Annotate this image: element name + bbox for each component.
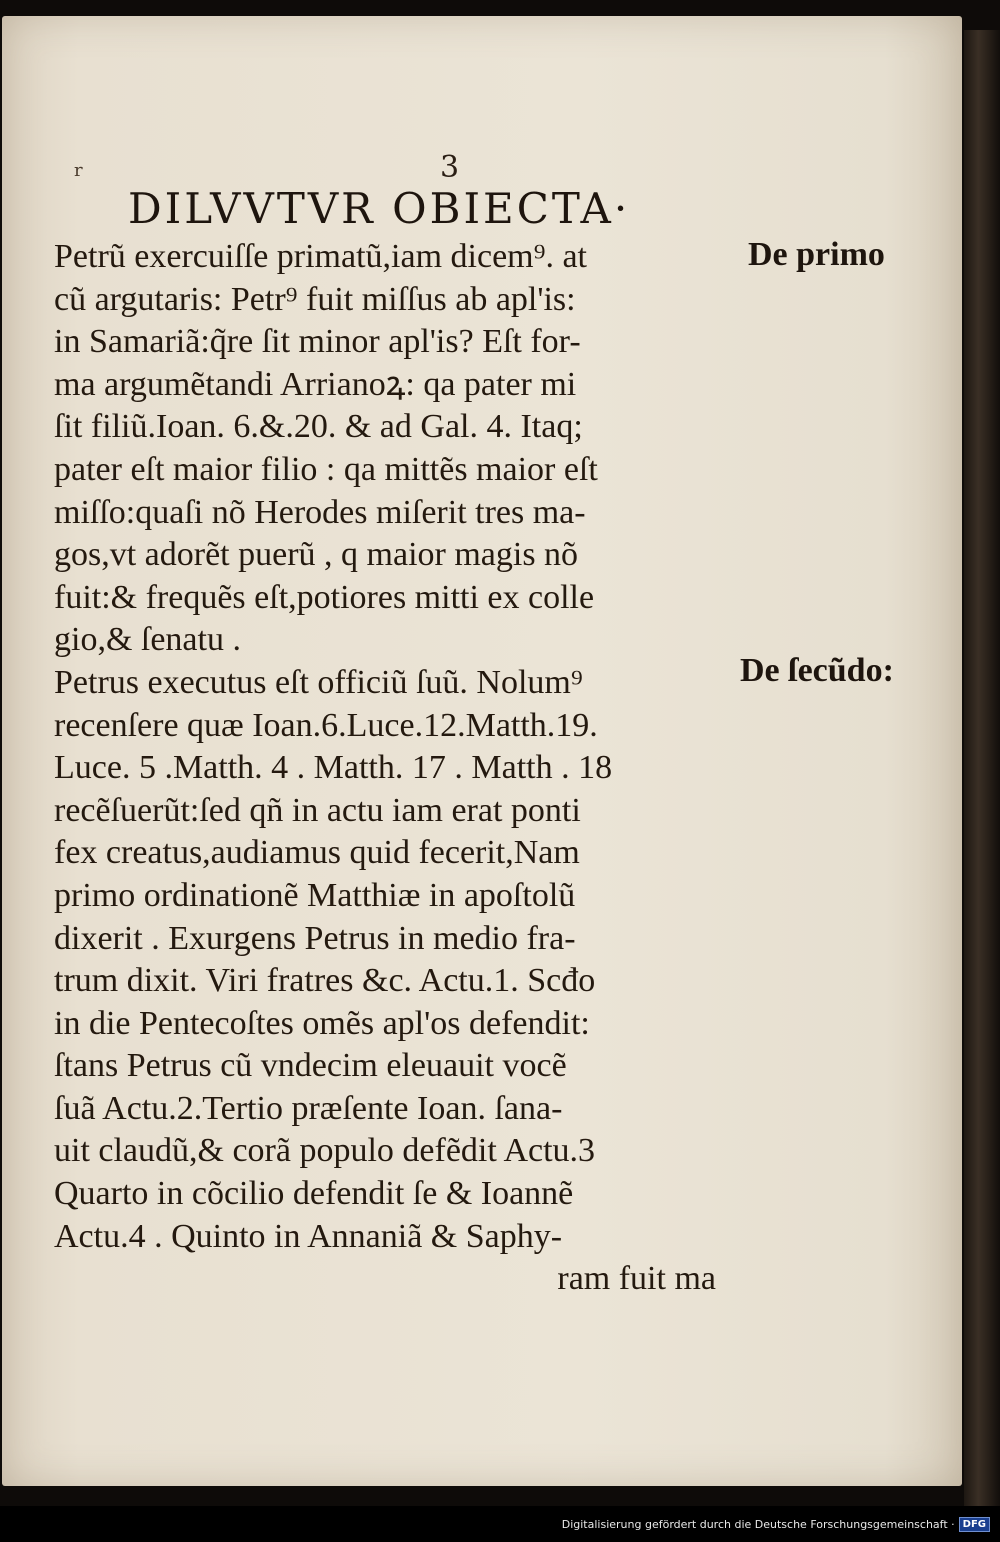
- text-line: dixerit . Exurgens Petrus in medio fra-: [54, 919, 576, 957]
- text-line: uit claudũ,& corã populo defẽdit Actu.3: [54, 1132, 596, 1170]
- body-text: [54, 236, 734, 1301]
- catchword-line: ram fuit ma: [557, 1260, 716, 1298]
- margin-note-first: De primo: [748, 236, 885, 273]
- text-line: in Samariã:q̃re ſit minor apl'is? Eſt for-: [54, 323, 581, 361]
- text-line: Petrus executus eſt officiũ ſuũ. Nolum⁹: [54, 663, 583, 701]
- text-line: Luce. 5 .Matth. 4 . Matth. 17 . Matth . 18: [54, 749, 613, 787]
- text-line: Quarto in cõcilio defendit ſe & Ioannẽ: [54, 1175, 574, 1213]
- text-line: ſit filiũ.Ioan. 6.&.20. & ad Gal. 4. Itaq;: [54, 408, 583, 446]
- text-line: gio,& ſenatu .: [54, 621, 241, 659]
- text-line: in die Pentecoſtes omẽs apl'os defendit:: [54, 1004, 590, 1042]
- page-heading: DILVVTVR OBIECTA·: [128, 184, 631, 233]
- text-line: ſuã Actu.2.Tertio præſente Ioan. ſana-: [54, 1089, 563, 1127]
- text-line: cũ argutaris: Petr⁹ fuit miſſus ab apl'is:: [54, 280, 576, 318]
- dfg-logo: DFG: [959, 1517, 990, 1532]
- text-line: recẽſuerũt:ſed qñ in actu iam erat ponti: [54, 791, 581, 829]
- text-line: fuit:& frequẽs eſt,potiores mitti ex colle: [54, 578, 595, 616]
- footer-credit: Digitalisierung gefördert durch die Deutsche Forschungsgemeinschaft ·: [561, 1518, 955, 1531]
- footer: [562, 1517, 990, 1532]
- text-line: recenſere quæ Ioan.6.Luce.12.Matth.19.: [54, 706, 598, 744]
- text-line: pater eſt maior filio : qa mittẽs maior eſt: [54, 450, 598, 488]
- page-edge: [964, 30, 1000, 1510]
- text-line: gos,vt adorẽt puerũ , q maior magis nõ: [54, 536, 579, 574]
- text-line: Petrũ exercuiſſe primatũ,iam dicem⁹. at: [54, 238, 587, 275]
- text-line: primo ordinationẽ Matthiæ in apoſtolũ: [54, 876, 576, 914]
- text-line: fex creatus,audiamus quid fecerit,Nam: [54, 834, 580, 872]
- corner-mark: r: [74, 160, 83, 181]
- text-line: ma argumẽtandi Arrianoꝝ: qa pater mi: [54, 365, 577, 403]
- text-line: ſtans Petrus cũ vndecim eleuauit vocẽ: [54, 1047, 567, 1085]
- text-line: miſſo:quaſi nõ Herodes miſerit tres ma-: [54, 493, 586, 531]
- text-line: trum dixit. Viri fratres &c. Actu.1. Scđo: [54, 962, 596, 1000]
- margin-note-second: De ſecũdo:: [740, 652, 894, 689]
- text-line: Actu.4 . Quinto in Annaniã & Saphy-: [54, 1217, 563, 1255]
- folio-number: 3: [440, 150, 460, 185]
